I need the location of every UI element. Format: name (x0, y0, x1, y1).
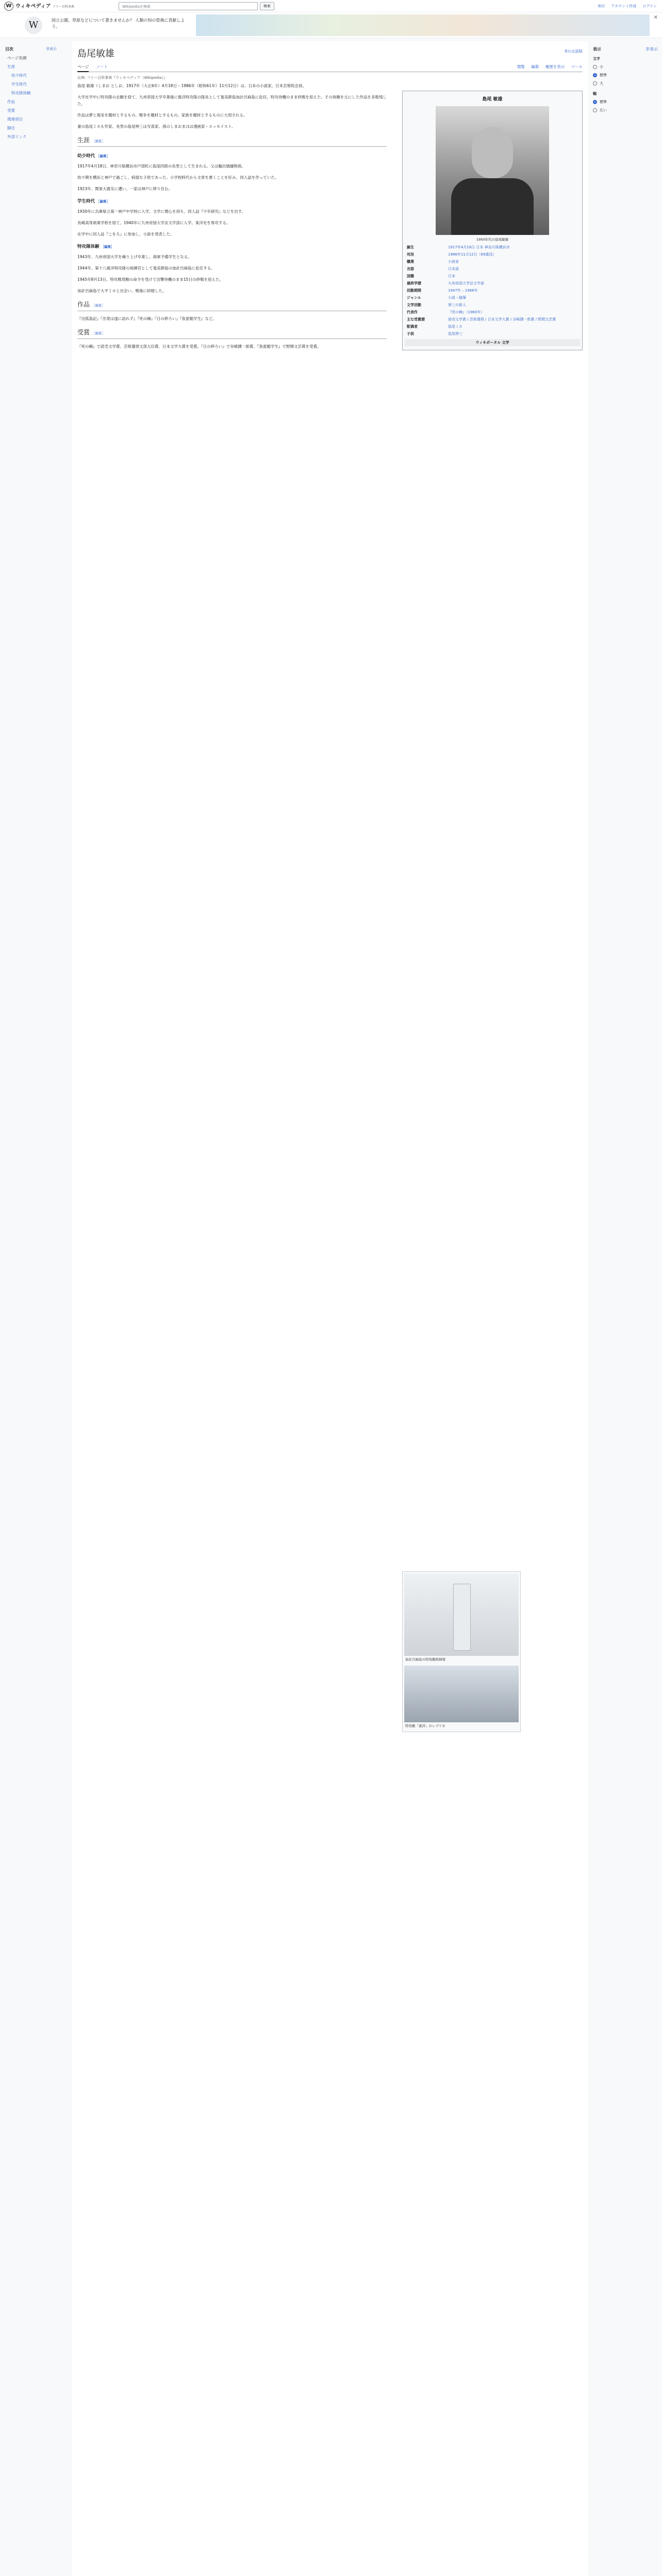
section-paragraph: 1945年8月13日、特攻戦発動の命令を受けて出撃待機のまま15日の終戦を迎えた。 (77, 277, 223, 282)
infobox-row (405, 244, 580, 251)
infobox-row (405, 258, 580, 265)
infobox-row (405, 294, 580, 301)
infobox-row (405, 316, 580, 323)
radio-icon[interactable] (593, 73, 597, 77)
infobox-row (405, 323, 580, 330)
toc-item[interactable]: 幼少時代 (11, 73, 27, 78)
infobox-row (405, 301, 580, 309)
intro-paragraph: 大学在学中に特攻隊の志願を経て、九州帝国大学卒業後に震洋特攻隊の隊長として奄美群島加計呂麻島に赴任。特攻待機のまま終戦を迎えた。その体験を元にした作品を多数残した。 (77, 95, 387, 106)
section-edit-link[interactable]: ［編集］ (91, 331, 105, 335)
top-bar (0, 0, 662, 12)
user-links (592, 4, 657, 9)
section-paragraph: 長崎高等商業学校を経て、1940年に九州帝国大学法文学部に入学。東洋史を専攻する。 (77, 221, 230, 225)
toc-item[interactable]: 関連項目 (7, 117, 23, 122)
appearance-header: 非表示 表示 (593, 47, 658, 52)
site-sub: フリー百科事典 (53, 5, 74, 9)
section-paragraph: 1930年に兵庫県立第一神戸中学校に入学。文学に関心を持ち、同人誌『少年研究』などを出す。 (77, 209, 245, 214)
infobox-key: 言語 (407, 267, 414, 271)
toc-item[interactable]: ページ先頭 (7, 56, 27, 60)
portrait-photo[interactable] (436, 106, 549, 235)
figure-image-2[interactable] (404, 1666, 519, 1722)
infobox-key: 文学活動 (407, 303, 421, 307)
close-icon[interactable]: × (653, 14, 658, 20)
intro-paragraph: 妻の島尾ミホも作家。長男の島尾伸三は写真家、孫のしまおまほは漫画家・エッセイスト。 (77, 124, 236, 129)
donate-link[interactable]: 寄付 (597, 4, 605, 8)
tab-page[interactable]: ページ (77, 64, 89, 72)
section-paragraph: 幼少期を横浜と神戸で過ごし、病弱な子供であった。小学校時代から文章を書くことを好み、同人誌を作っていた。 (77, 175, 279, 180)
infobox-value[interactable]: 1917年4月18日 日本 神奈川県横浜市 (448, 245, 510, 249)
infobox-key: 主な受賞歴 (407, 317, 425, 321)
banner-logo-icon: W (25, 16, 42, 34)
toc-sidebar (0, 41, 62, 350)
section-edit-link[interactable]: ［編集］ (96, 154, 110, 158)
infobox-row (405, 287, 580, 294)
section-heading: 受賞 ［編集］ (77, 329, 387, 339)
section-paragraph: 『出孤島記』『出発は遂に訪れず』『死の棘』『日の移ろい』『魚雷艇学生』など。 (77, 316, 217, 321)
article-body (77, 82, 387, 354)
infobox-value[interactable]: 日本 (448, 274, 455, 278)
toc-item[interactable]: 学生時代 (11, 82, 27, 87)
intro-paragraph: 作品は夢と現実を題材とするもの、戦争を題材とするもの、家族を題材とするものに大別される。 (77, 113, 247, 117)
toc-item[interactable]: 作品 (7, 99, 15, 104)
radio-icon[interactable] (593, 81, 597, 86)
infobox-value[interactable]: 第三の新人 (448, 303, 466, 307)
section-edit-link[interactable]: ［編集］ (91, 303, 105, 308)
create-account-link[interactable]: アカウント作成 (611, 4, 637, 8)
infobox-key: 国籍 (407, 274, 414, 278)
photo-caption: 1950年代の島尾敏雄 (476, 238, 509, 242)
wikipedia-logo-icon: W (4, 2, 13, 11)
section-paragraph: 1943年、九州帝国大学を繰り上げ卒業し、海軍予備学生となる。 (77, 255, 192, 259)
toc-hide-button[interactable]: 非表示 (46, 47, 57, 51)
infobox-value[interactable]: 1947年 – 1986年 (448, 289, 478, 293)
infobox-key: 活動期間 (407, 289, 421, 293)
toc-item[interactable]: 特攻隊体験 (11, 91, 31, 95)
tab-read[interactable]: 閲覧 (517, 64, 525, 69)
banner-image-strip (196, 14, 650, 36)
infobox-value[interactable]: 小説家 (448, 260, 459, 264)
section-paragraph: 1944年、第十八震洋特攻隊の指揮官として奄美群島の加計呂麻島に赴任する。 (77, 266, 215, 270)
infobox-key: 代表作 (407, 310, 418, 314)
toc-item[interactable]: 生涯 (7, 64, 15, 69)
text-size-option[interactable]: 大 (593, 81, 658, 86)
page-title: 島尾敏雄 (77, 48, 114, 59)
radio-icon[interactable] (593, 65, 597, 69)
section-edit-link[interactable]: ［編集］ (91, 139, 105, 143)
infobox-value[interactable]: 九州帝国大学法文学部 (448, 281, 484, 285)
text-size-option[interactable]: 標準 (593, 73, 658, 78)
infobox-row (405, 251, 580, 258)
section-heading: 学生時代 ［編集］ (77, 199, 110, 204)
appearance-hide-button[interactable]: 非表示 (646, 47, 658, 52)
infobox-key: 職業 (407, 260, 414, 264)
tab-talk[interactable]: ノート (96, 64, 108, 69)
page-tabs (77, 64, 583, 72)
section-heading: 特攻隊体験 ［編集］ (77, 244, 114, 249)
section-heading: 生涯 ［編集］ (77, 137, 387, 147)
infobox-row (405, 273, 580, 280)
infobox-value[interactable]: 島尾ミホ (448, 325, 462, 329)
infobox-key: 死没 (407, 252, 414, 257)
search-input[interactable]: Wikipediaを検索 (119, 2, 258, 10)
infobox-value[interactable]: 小説・随筆 (448, 296, 466, 300)
tab-history[interactable]: 履歴を表示 (545, 64, 565, 69)
text-size-option[interactable]: 小 (593, 64, 658, 70)
infobox-key: 配偶者 (407, 325, 418, 329)
figure-caption: 加計呂麻島の特攻艇格納壕 (405, 1657, 445, 1662)
login-link[interactable]: ログイン (642, 4, 657, 8)
infobox-value[interactable]: 読売文学賞 / 芸術選奨 / 日本文学大賞 / 谷崎潤一郎賞 / 野間文芸賞 (448, 317, 556, 321)
radio-icon[interactable] (593, 108, 597, 112)
main-content (72, 41, 588, 2576)
width-label: 幅 (593, 92, 597, 96)
radio-icon[interactable] (593, 100, 597, 104)
toc-header: 非表示 目次 (5, 47, 57, 52)
site-logo[interactable] (4, 2, 74, 11)
tab-edit[interactable]: 編集 (531, 64, 539, 69)
site-name: ウィキペディア (15, 4, 51, 9)
language-button[interactable]: 9の言語版 (565, 49, 583, 54)
toc-item[interactable]: 受賞 (7, 108, 15, 113)
infobox-row (405, 280, 580, 287)
figure-image[interactable] (404, 1573, 519, 1656)
section-paragraph: 『死の棘』で読売文学賞、芸術選奨文部大臣賞、日本文学大賞を受賞。『日の移ろい』で谷崎潤一郎賞、『魚雷艇学生』で野間文芸賞を受賞。 (77, 344, 321, 349)
infobox-row (405, 265, 580, 273)
section-paragraph: 加計呂麻島で大平ミホと出会い、戦後に結婚した。 (77, 289, 167, 293)
section-edit-link[interactable]: ［編集］ (96, 199, 110, 204)
tab-tools[interactable]: ツール (571, 64, 583, 69)
appearance-panel (593, 41, 658, 258)
text-size-label: 文字 (593, 57, 600, 61)
banner-message: 国立公園、草原などについて書きませんか？ 人類の知の祭典に貢献しよう。 (52, 18, 185, 29)
toc-item[interactable]: 脚注 (7, 126, 15, 130)
figure-caption-2: 特攻艇「震洋」のレプリカ (405, 1724, 445, 1728)
intro-paragraph: 島尾 敏雄（しまお としお、1917年（大正6年）4月18日 – 1986年（昭和61年）11月12日）は、日本の小説家。日本芸術院会員。 (77, 83, 307, 88)
infobox (402, 91, 583, 350)
width-option[interactable]: 標準 (593, 99, 658, 105)
infobox-value[interactable]: 日本語 (448, 267, 459, 271)
infobox-row (405, 309, 580, 316)
infobox-key: ジャンル (407, 296, 421, 300)
infobox-value[interactable]: 島尾伸三 (448, 332, 462, 336)
article-source: 出典: フリー百科事典『ウィキペディア（Wikipedia）』 (77, 76, 167, 80)
section-paragraph: 1917年4月18日、神奈川県横浜市戸部町に島尾四郎の長男として生まれる。父は輸出絹織物商。 (77, 164, 245, 168)
fundraising-banner (0, 12, 662, 38)
section-paragraph: 1923年、関東大震災に遭い、一家は神戸に移り住む。 (77, 187, 173, 191)
section-heading: 作品 ［編集］ (77, 301, 387, 311)
section-edit-link[interactable]: ［編集］ (101, 245, 114, 249)
figure-thumb (402, 1571, 521, 1732)
infobox-value[interactable]: 1986年11月12日（69歳没） (448, 252, 496, 257)
infobox-name: 島尾 敏雄 (482, 97, 503, 102)
infobox-key: 最終学歴 (407, 281, 421, 285)
width-option[interactable]: 広い (593, 108, 658, 113)
search-button[interactable]: 検索 (260, 2, 274, 10)
section-heading: 幼少時代 ［編集］ (77, 154, 110, 159)
infobox-row (405, 330, 580, 337)
infobox-key: 誕生 (407, 245, 414, 249)
section-paragraph: 在学中に同人誌『こをろ』に参加し、小説を発表した。 (77, 232, 174, 236)
infobox-key: 子供 (407, 332, 414, 336)
infobox-value[interactable]: 『死の棘』（1960年） (448, 310, 485, 314)
toc-item[interactable]: 外部リンク (7, 134, 27, 139)
infobox-portal[interactable]: ウィキポータル 文学 (405, 339, 580, 346)
